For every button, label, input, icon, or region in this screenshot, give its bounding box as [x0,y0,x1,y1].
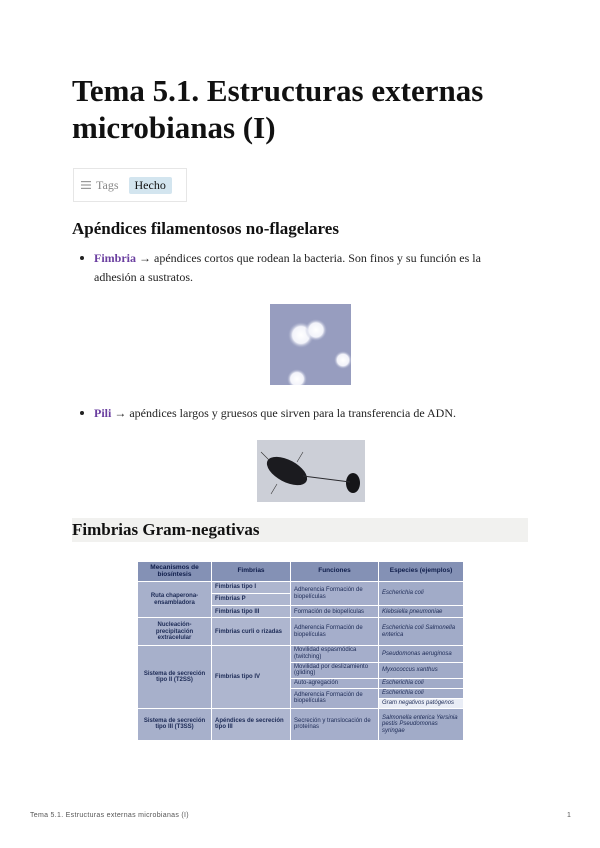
pili-description: → apéndices largos y gruesos que sirven para la transferencia de ADN. [111,406,457,420]
table-cell-species: Escherichia coli Salmonella enterica [379,618,464,646]
bullet-dot [80,256,84,260]
table-header: Especies (ejemplos) [379,562,464,582]
table-cell-species: Escherichia coli [379,678,464,688]
table-cell-function: Adherencia Formación de biopelículas [291,582,379,606]
tags-property [73,168,187,202]
table-cell-species: Myxococcus xanthus [379,662,464,678]
page-number: 1 [567,812,571,819]
table-cell-fimbria: Fimbrias curli o rizadas [212,618,291,646]
fimbria-micrograph-image [270,304,351,385]
table-cell-mechanism: Nucleación-precipitación extracelular [138,618,212,646]
fimbria-description: → apéndices cortos que rodean la bacteria. Son finos y su función es la adhesión a sustratos. [94,251,481,284]
table-cell-mechanism: Sistema de secreción tipo III (T3SS) [138,708,212,740]
table-cell-species: Klebsiella pneumoniae [379,606,464,618]
tag-chip[interactable]: Hecho [129,177,172,194]
table-cell-fimbria: Fimbrias tipo IV [212,646,291,708]
table-cell-function: Auto-agregación [291,678,379,688]
table-cell-species: Gram negativos patógenos [379,698,464,708]
tags-label: Tags [96,177,119,192]
table-cell-function: Adherencia Formación de biopelículas [291,618,379,646]
table-header: Fimbrias [212,562,291,582]
table-header: Funciones [291,562,379,582]
table-cell-species: Escherichia coli [379,688,464,698]
page-title: Tema 5.1. Estructuras externas microbianas (I) [72,73,484,145]
table-cell-mechanism: Sistema de secreción tipo II (T2SS) [138,646,212,708]
table-cell-fimbria: Fimbrias tipo I [212,582,291,594]
term-pili: Pili [94,406,112,420]
table-cell-species: Salmonella enterica Yersinia pestis Pseudomonas syringae [379,708,464,740]
table-cell-function: Secreción y translocación de proteínas [291,708,379,740]
list-item-fimbria [80,249,500,287]
table-cell-function: Movilidad por deslizamiento (gliding) [291,662,379,678]
table-cell-species: Escherichia coli [379,582,464,606]
table-cell-mechanism: Ruta chaperona-ensambladora [138,582,212,618]
list-icon [81,181,91,189]
fimbrias-table [137,561,464,741]
list-item-pili [80,404,520,423]
fimbrias-table-image [137,561,463,741]
table-cell-function: Formación de biopelículas [291,606,379,618]
footer-title: Tema 5.1. Estructuras externas microbianas (I) [30,812,189,819]
section-heading-fimbrias: Fimbrias Gram-negativas [72,518,528,542]
bullet-dot [80,411,84,415]
table-cell-function: Adherencia Formación de biopelículas [291,688,379,708]
table-cell-function: Movilidad espasmódica (twitching) [291,646,379,662]
table-cell-fimbria: Apéndices de secreción tipo III [212,708,291,740]
table-cell-fimbria: Fimbrias P [212,594,291,606]
term-fimbria: Fimbria [94,251,136,265]
pili-micrograph-image [257,440,365,502]
table-cell-fimbria: Fimbrias tipo III [212,606,291,618]
table-cell-species: Pseudomonas aeruginosa [379,646,464,662]
section-heading-appendices: Apéndices filamentosos no-flagelares [72,219,339,238]
table-header: Mecanismos de biosíntesis [138,562,212,582]
